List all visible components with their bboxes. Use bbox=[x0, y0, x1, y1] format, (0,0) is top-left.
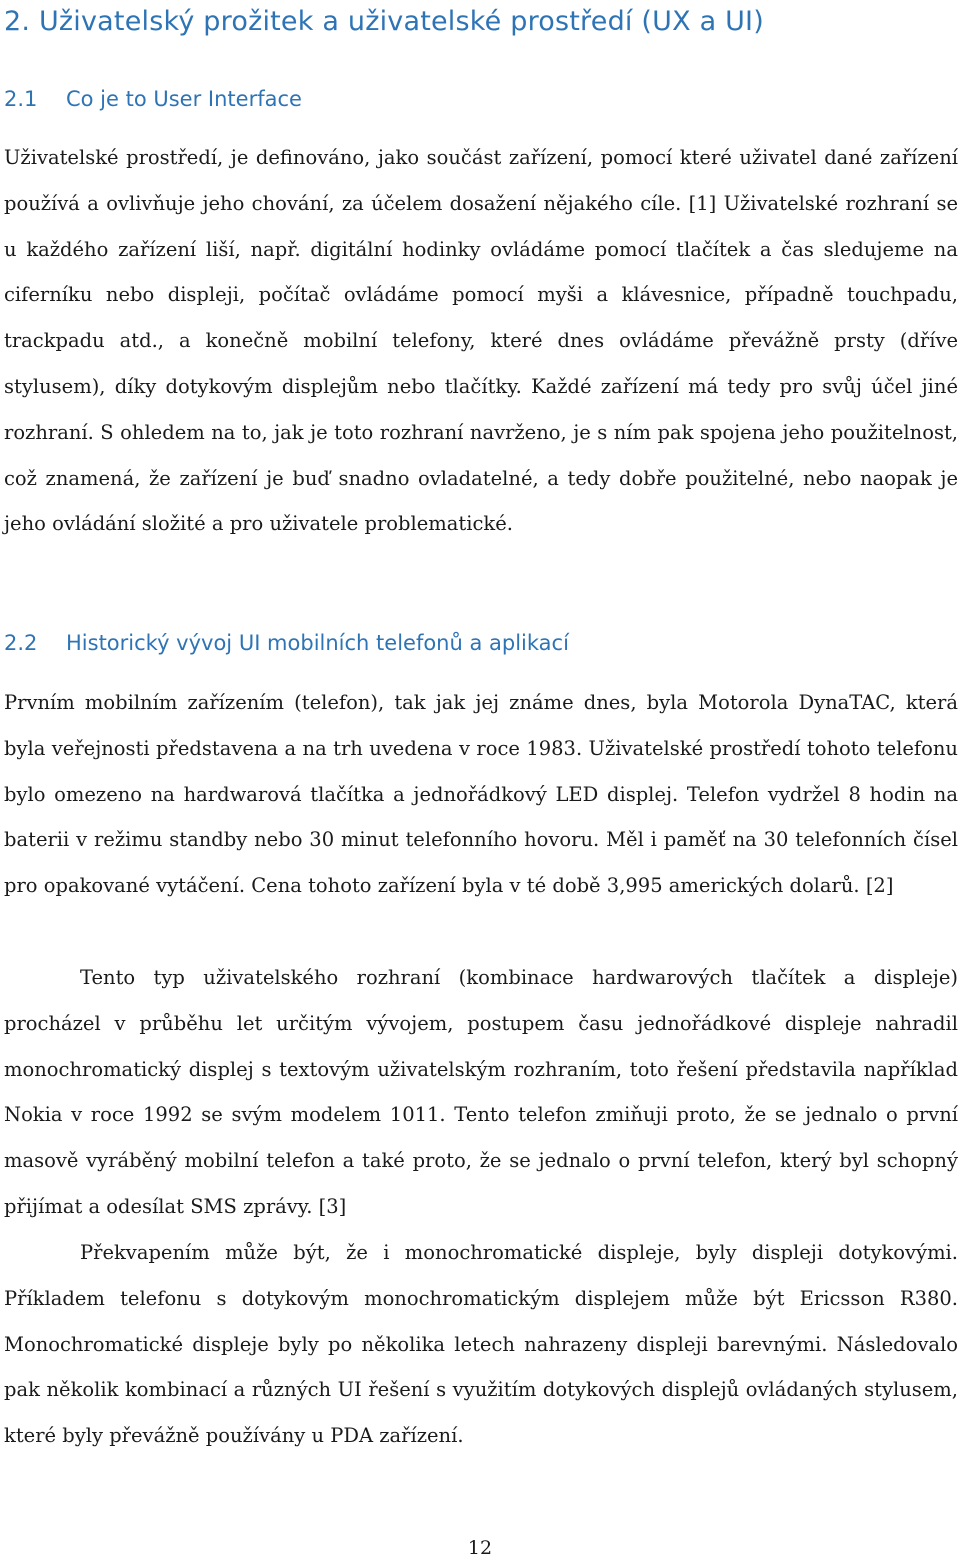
paragraph-ui-definition: Uživatelské prostředí, je definováno, jako součást zařízení, pomocí které uživatel dané zařízení používá a ovlivňuje jeho chování, za účelem dosažení nějakého cíle. [1] Uživatelské rozhraní se u každého zařízení liší, např. digitální hodinky ovládáme pomocí tlačítek a čas sledujeme na ciferníku nebo displeji, počítač ovládáme pomocí myši a klávesnice, případně touchpadu, trackpadu atd., a konečně mobilní telefony, které dnes ovládáme převážně prsty (dříve stylusem), díky dotykovým displejům nebo tlačítky. Každé zařízení má tedy pro svůj účel jiné rozhraní. S ohledem na to, jak je toto rozhraní navrženo, je s ním pak spojena jeho použitelnost, což znamená, že zařízení je buď snadno ovladatelné, a tedy dobře použitelné, nebo naopak je jeho ovládání složité a pro uživatele problematické. bbox=[4, 146, 958, 536]
section-heading-2-1 bbox=[4, 82, 302, 116]
chapter-heading: 2. Uživatelský prožitek a uživatelské prostředí (UX a UI) bbox=[4, 6, 764, 37]
section-number: 2.1 bbox=[4, 87, 38, 111]
section-title: Co je to User Interface bbox=[66, 87, 302, 111]
paragraph-nokia-1011: Tento typ uživatelského rozhraní (kombinace hardwarových tlačítek a displeje) procházel v průběhu let určitým vývojem, postupem času jednořádkové displeje nahradil monochromatický displej s textovým uživatelským rozhraním, toto řešení představila například Nokia v roce 1992 se svým modelem 1011. Tento telefon zmiňuji proto, že se jednalo o první masově vyráběný mobilní telefon a také proto, že se jednalo o první telefon, který byl schopný přijímat a odesílat SMS zprávy. [3] bbox=[4, 966, 958, 1218]
page-number: 12 bbox=[467, 1537, 493, 1559]
section-title: Historický vývoj UI mobilních telefonů a aplikací bbox=[66, 631, 569, 655]
section-heading-2-2 bbox=[4, 626, 569, 660]
section-number: 2.2 bbox=[4, 631, 38, 655]
paragraph-touch-displays: Překvapením může být, že i monochromatické displeje, byly displeji dotykovými. Příkladem telefonu s dotykovým monochromatickým displejem může být Ericsson R380. Monochromatické displeje byly po několika letech nahrazeny displeji barevnými. Následovalo pak několik kombinací a různých UI řešení s využitím dotykových displejů ovládaných stylusem, které byly převážně používány u PDA zařízení. bbox=[4, 1241, 958, 1448]
paragraph-motorola-dynatac: Prvním mobilním zařízením (telefon), tak jak jej známe dnes, byla Motorola DynaTAC, která byla veřejnosti představena a na trh uvedena v roce 1983. Uživatelské prostředí tohoto telefonu bylo omezeno na hardwarová tlačítka a jednořádkový LED displej. Telefon vydržel 8 hodin na baterii v režimu standby nebo 30 minut telefonního hovoru. Měl i paměť na 30 telefonních čísel pro opakované vytáčení. Cena tohoto zařízení byla v té době 3,995 amerických dolarů. [2] bbox=[4, 691, 958, 898]
